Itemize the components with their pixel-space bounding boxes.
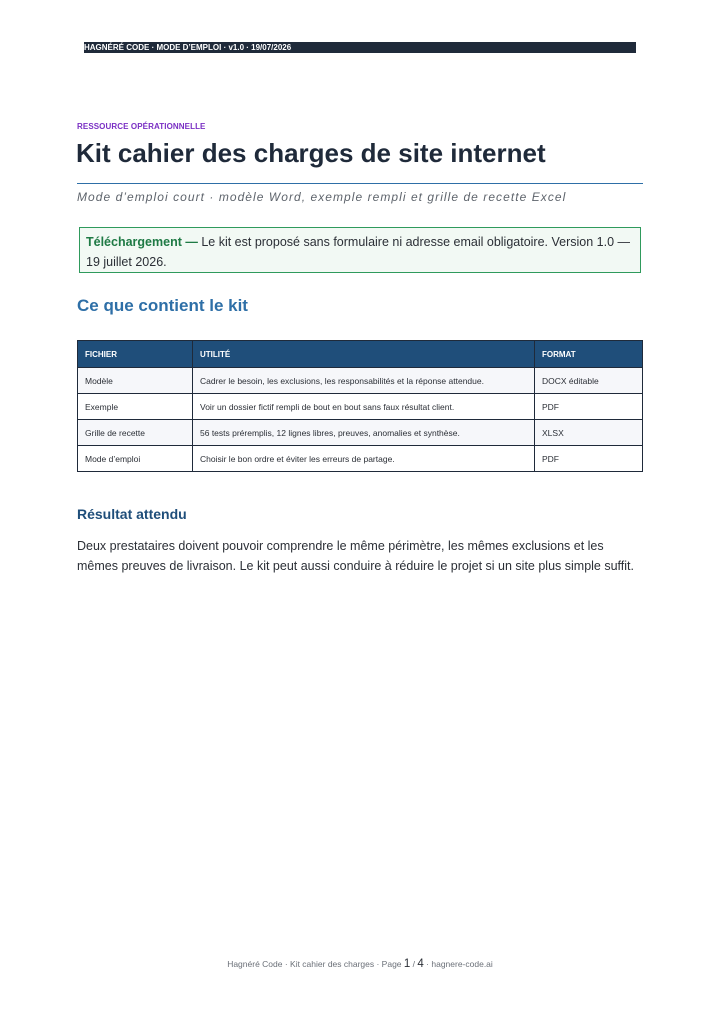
table-cell-purpose: 56 tests préremplis, 12 lignes libres, preuves, anomalies et synthèse. (193, 420, 535, 446)
download-notice-text: Le kit est proposé sans formulaire ni adresse email obligatoire. Version 1.0 — 19 juillet 2026. (86, 235, 631, 269)
download-notice-lead: Téléchargement — (86, 235, 198, 249)
table-cell-purpose: Voir un dossier fictif rempli de bout en bout sans faux résultat client. (193, 394, 535, 420)
footer-separator: / (410, 959, 418, 969)
expected-result-paragraph: Deux prestataires doivent pouvoir comprendre le même périmètre, les mêmes exclusions et les mêmes preuves de livraison. Le kit peut aussi conduire à réduire le projet si un site plus simple suffit. (77, 539, 634, 573)
table-cell-purpose: Cadrer le besoin, les exclusions, les responsabilités et la réponse attendue. (193, 368, 535, 394)
title-divider (77, 183, 643, 184)
document-title: Kit cahier des charges de site internet (76, 138, 546, 168)
page-footer (0, 958, 720, 970)
running-header (84, 42, 636, 53)
table-row (78, 394, 643, 420)
download-notice (79, 227, 641, 273)
table-cell-format: DOCX éditable (535, 368, 643, 394)
table-row (78, 368, 643, 394)
column-header-fichier: FICHIER (78, 341, 193, 368)
table-cell-format: XLSX (535, 420, 643, 446)
table-cell-file: Mode d’emploi (78, 446, 193, 472)
expected-result-heading: Résultat attendu (77, 506, 187, 522)
table-cell-file: Modèle (78, 368, 193, 394)
footer-page-total: 4 (417, 958, 424, 970)
table-header-row (78, 341, 643, 368)
table-cell-purpose: Choisir le bon ordre et éviter les erreurs de partage. (193, 446, 535, 472)
document-subtitle: Mode d’emploi court · modèle Word, exemple rempli et grille de recette Excel (77, 190, 567, 204)
table-cell-format: PDF (535, 394, 643, 420)
column-header-format: FORMAT (535, 341, 643, 368)
column-header-utilite: UTILITÉ (193, 341, 535, 368)
kit-contents-heading: Ce que contient le kit (77, 296, 248, 315)
table-row (78, 420, 643, 446)
footer-page-number: 1 (403, 958, 411, 970)
table-cell-file: Exemple (78, 394, 193, 420)
kit-contents-table (77, 340, 643, 472)
table-row (78, 446, 643, 472)
table-cell-file: Grille de recette (78, 420, 193, 446)
footer-prefix: Hagnéré Code · Kit cahier des charges · Page (227, 959, 404, 969)
footer-suffix: · hagnere-code.ai (423, 959, 493, 969)
table-cell-format: PDF (535, 446, 643, 472)
document-eyebrow: RESSOURCE OPÉRATIONNELLE (77, 122, 206, 131)
running-header-text: HAGNÉRÉ CODE · MODE D’EMPLOI · v1.0 · 19/07/2026 (84, 43, 292, 52)
